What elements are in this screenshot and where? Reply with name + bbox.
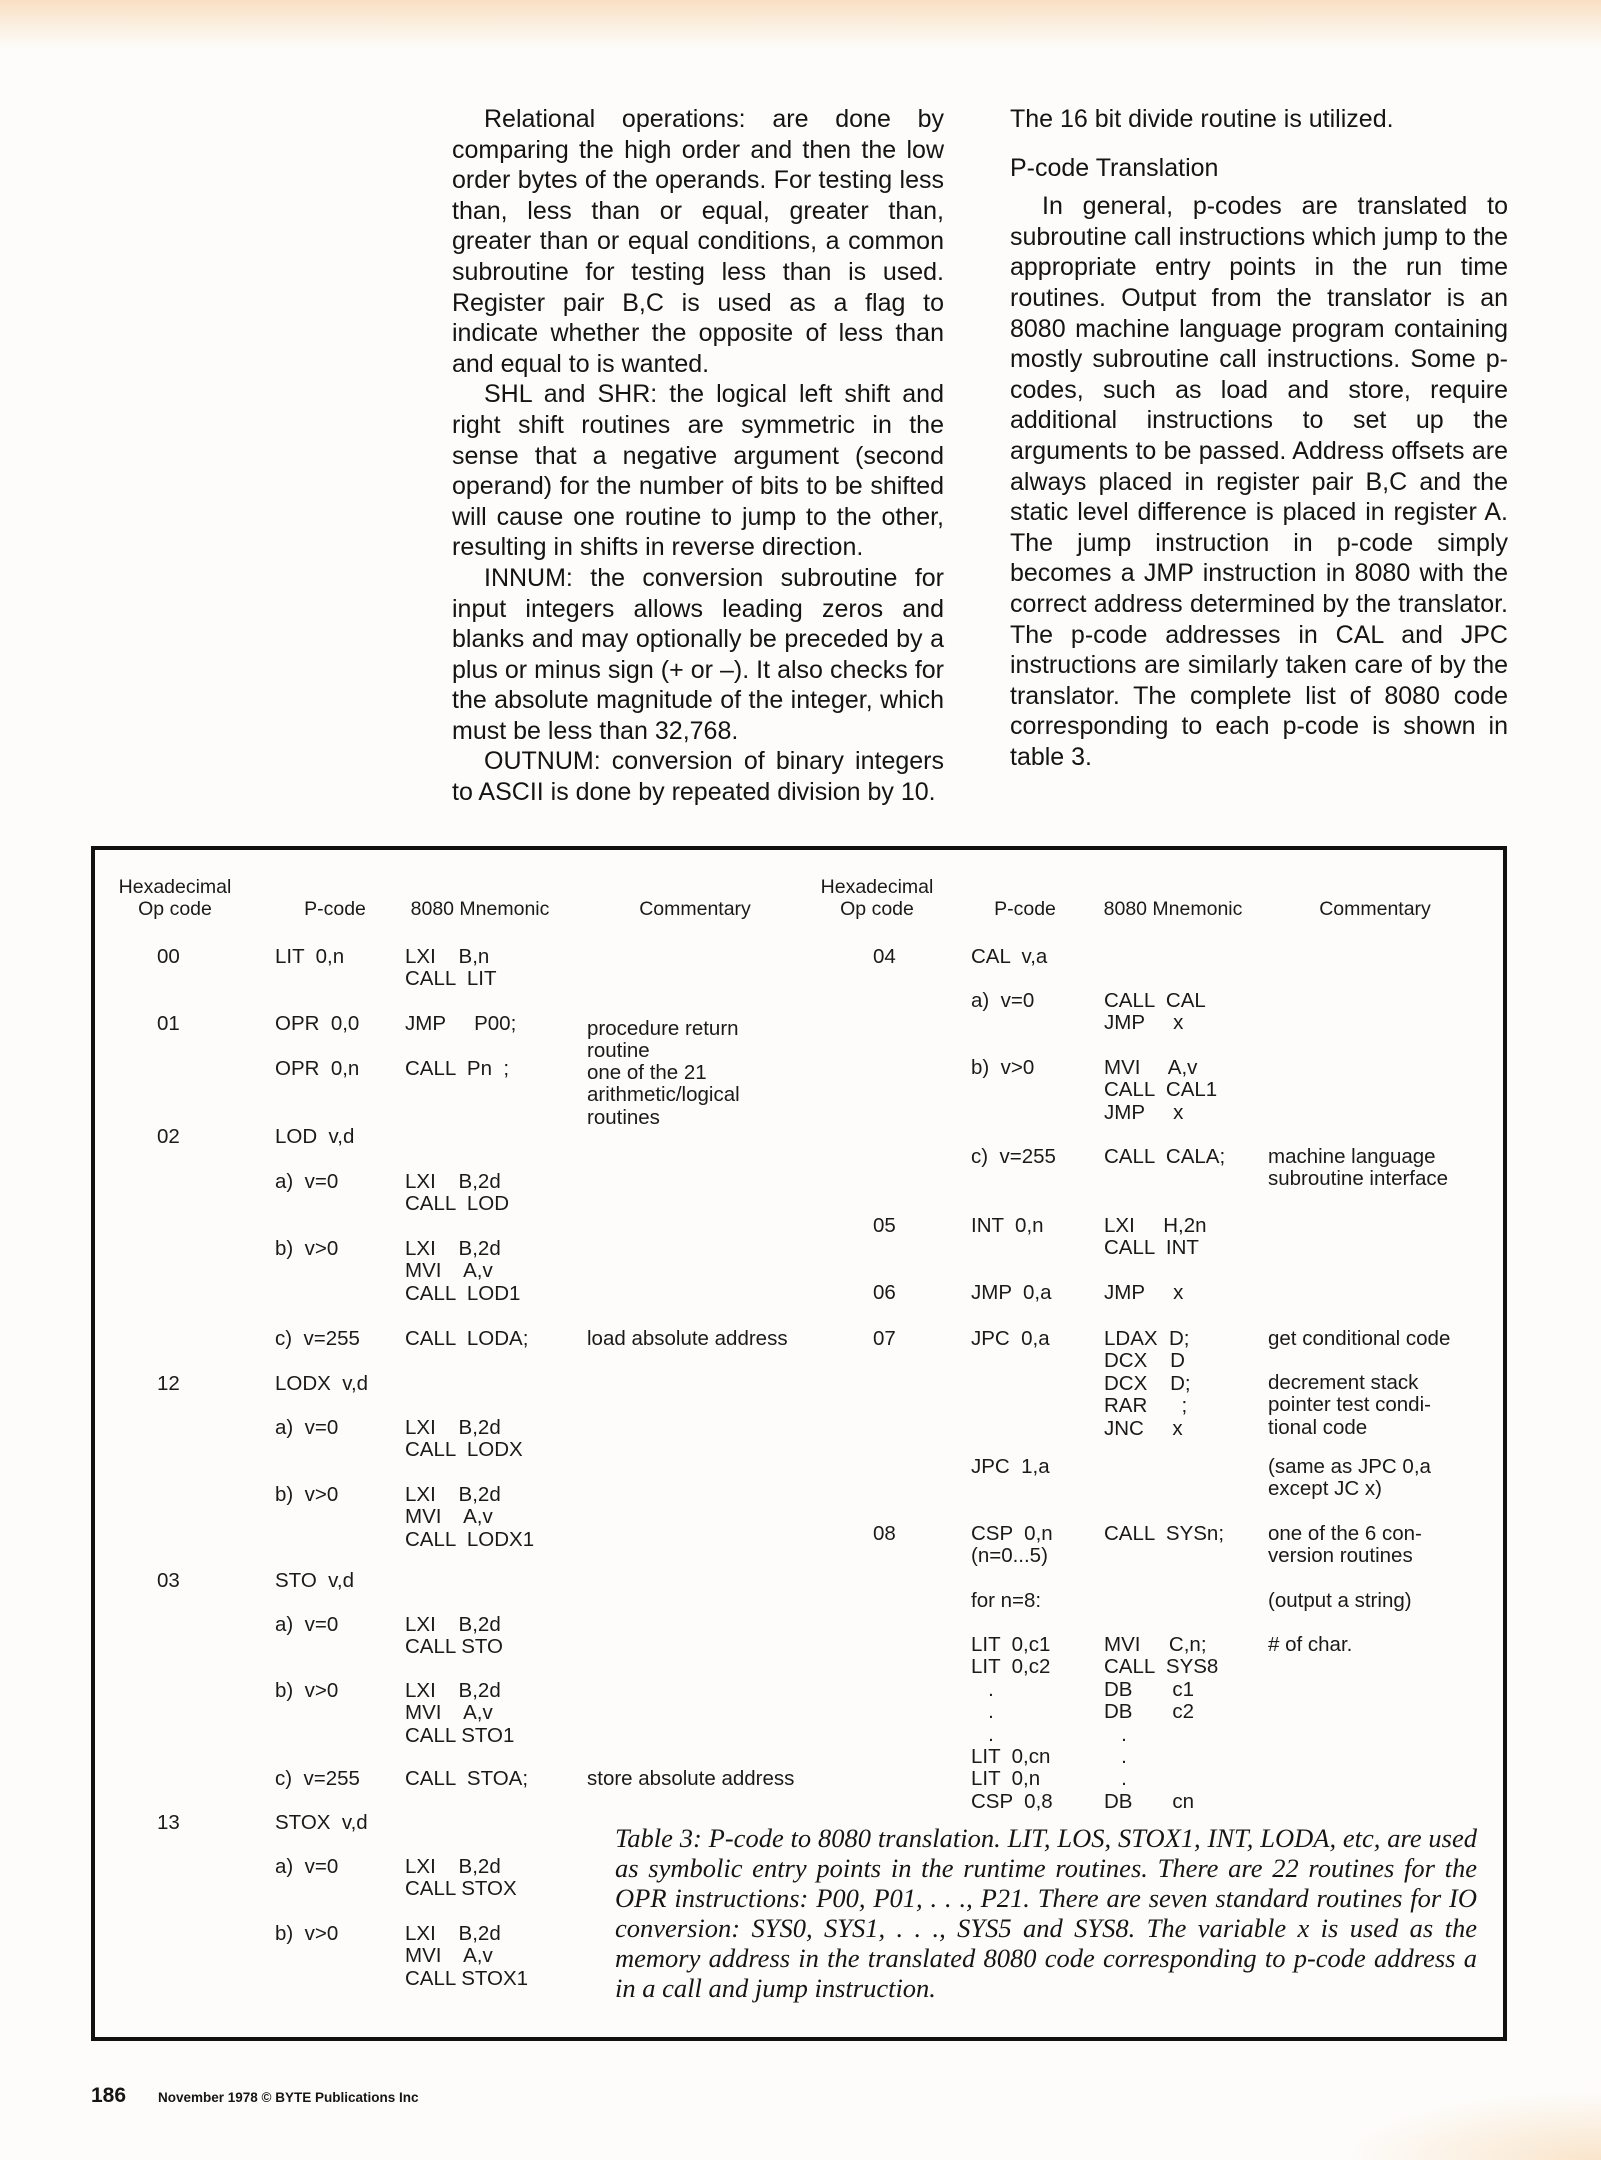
pcode-cell: JPC 0,a (971, 1327, 1050, 1350)
paragraph-shl-shr: SHL and SHR: the logical left shift and right shift routines are symmetric in the sense that a negative argument (second operand) for the number of bits to be shifted will cause one routine to jump to the other, resulting in shifts in reverse direction. (452, 380, 944, 562)
pcode-cell: b) v>0 (275, 1922, 339, 1945)
pcode-cell: a) v=0 (275, 1170, 339, 1193)
pcode-cell: a) v=0 (275, 1855, 339, 1878)
pcode-cell: LIT 0,n (275, 945, 345, 968)
header-mnemonic: 8080 Mnemonic (410, 898, 550, 920)
mnemonic-cell: CALL LODA; (405, 1327, 529, 1350)
pcode-cell: CSP 0,n (n=0...5) (971, 1522, 1053, 1568)
pcode-cell: STO v,d (275, 1569, 354, 1592)
pcode-cell: for n=8: (971, 1589, 1042, 1612)
pcode-cell: b) v>0 (275, 1237, 339, 1260)
table-3 (91, 846, 1507, 2041)
opcode-cell: 07 (873, 1327, 896, 1350)
header-pcode: P-code (994, 898, 1056, 920)
pcode-cell: a) v=0 (275, 1613, 339, 1636)
paragraph-translation: In general, p-codes are translated to subroutine call instructions which jump to the appropriate entry points in the run time routines. Output from the translator is an 8080 machine language program containing mostly subroutine call instructions. Some p-codes, such as load and store, require additional instructions to set up the arguments to be passed. Address offsets are always placed in register pair B,C and the static level difference is placed in register A. The jump instruction in p-code simply becomes a JMP instruction in 8080 with the correct address determined by the translator. The p-code addresses in CAL and JPC instructions are similarly taken care of by the translator. The complete list of 8080 code corresponding to each p-code is shown in table 3. (1010, 192, 1508, 771)
pcode-cell: c) v=255 (275, 1767, 360, 1790)
right-text-column (1010, 104, 1508, 772)
header-pcode: P-code (304, 898, 366, 920)
opcode-cell: 12 (157, 1372, 180, 1395)
opcode-cell: 02 (157, 1125, 180, 1148)
mnemonic-cell: LXI B,n CALL LIT (405, 945, 497, 991)
mnemonic-cell: CALL CAL JMP x (1104, 989, 1206, 1035)
pcode-cell: b) v>0 (971, 1056, 1035, 1079)
paragraph-outnum: OUTNUM: conversion of binary integers to ASCII is done by repeated division by 10. (452, 747, 944, 807)
header-commentary: Commentary (1319, 898, 1431, 920)
paragraph-divide: The 16 bit divide routine is utilized. (1010, 105, 1394, 133)
pcode-cell: c) v=255 (275, 1327, 360, 1350)
section-heading: P-code Translation (1010, 153, 1219, 182)
commentary-cell: load absolute address (587, 1327, 788, 1350)
commentary-cell: decrement stack pointer test condi- tional code (1268, 1371, 1431, 1439)
paragraph-innum: INNUM: the conversion subroutine for input integers allows leading zeros and blanks and may optionally be preceded by a plus or minus sign (+ or –). It also checks for the absolute magnitude of the integer, which must be less than 32,768. (452, 563, 944, 745)
commentary-cell: get conditional code (1268, 1327, 1451, 1350)
opcode-cell: 13 (157, 1811, 180, 1834)
commentary-cell: machine language subroutine interface (1268, 1145, 1449, 1191)
header-mnemonic: 8080 Mnemonic (1103, 898, 1243, 920)
mnemonic-cell: MVI A,v CALL CAL1 JMP x (1104, 1056, 1218, 1124)
pcode-cell: b) v>0 (275, 1679, 339, 1702)
pcode-cell: STOX v,d (275, 1811, 368, 1834)
opcode-cell: 05 (873, 1214, 896, 1237)
mnemonic-cell: LDAX D; DCX D DCX D; RAR ; JNC x (1104, 1327, 1191, 1440)
mnemonic-cell: LXI B,2d CALL STOX (405, 1855, 517, 1901)
pcode-cell: c) v=255 (971, 1145, 1056, 1168)
commentary-cell: procedure return routine (587, 1017, 739, 1063)
mnemonic-cell: LXI B,2d MVI A,v CALL LOD1 (405, 1237, 521, 1305)
pcode-cell: LOD v,d (275, 1125, 355, 1148)
pcode-cell: CAL v,a (971, 945, 1048, 968)
pcode-cell: JMP 0,a (971, 1281, 1052, 1304)
mnemonic-cell: MVI C,n; CALL SYS8 DB c1 DB c2 . . . DB cn (1104, 1633, 1219, 1813)
pcode-cell: LODX v,d (275, 1372, 369, 1395)
commentary-cell: one of the 21 arithmetic/logical routines (587, 1061, 740, 1129)
table-caption: Table 3: P-code to 8080 translation. LIT, LOS, STOX1, INT, LODA, etc, are used as symbolic entry points in the runtime routines. There are 22 routines for the OPR instructions: P00, P01, . . ., P21. There are seven standard routines for IO conversion: SYS0, SYS1, . . ., SYS5 and SYS8. The variable x is used as the memory address in the translated 8080 code corresponding to p-code address a in a call and jump instruction. (615, 1823, 1477, 2003)
pcode-cell: a) v=0 (971, 989, 1035, 1012)
publication-line: November 1978 © BYTE Publications Inc (158, 2090, 419, 2105)
pcode-cell: JPC 1,a (971, 1455, 1050, 1478)
mnemonic-cell: LXI B,2d CALL LOD (405, 1170, 510, 1216)
opcode-cell: 00 (157, 945, 180, 968)
header-opcode: Hexadecimal Op code (820, 876, 934, 921)
mnemonic-cell: CALL SYSn; (1104, 1522, 1225, 1545)
header-opcode: Hexadecimal Op code (118, 876, 232, 921)
mnemonic-cell: CALL Pn ; (405, 1057, 510, 1080)
pcode-cell: b) v>0 (275, 1483, 339, 1506)
mnemonic-cell: LXI B,2d MVI A,v CALL LODX1 (405, 1483, 535, 1551)
mnemonic-cell: LXI B,2d MVI A,v CALL STO1 (405, 1679, 515, 1747)
page-bottom-stain (1341, 2090, 1601, 2160)
mnemonic-cell: JMP P00; (405, 1012, 517, 1035)
paragraph-relational: Relational operations: are done by comparing the high order and then the low order bytes of the operands. For testing less than, less than or equal, greater than, greater than or equal conditions, a common subroutine for testing less than is used. Register pair B,C is used as a flag to indicate whether the opposite of less than and equal to is wanted. (452, 105, 944, 378)
mnemonic-cell: CALL CALA; (1104, 1145, 1226, 1168)
opcode-cell: 03 (157, 1569, 180, 1592)
opcode-cell: 08 (873, 1522, 896, 1545)
mnemonic-cell: LXI H,2n CALL INT (1104, 1214, 1207, 1260)
page-top-stain (0, 0, 1601, 48)
pcode-cell: LIT 0,c1 LIT 0,c2 . . . LIT 0,cn LIT 0,n CSP 0,8 (971, 1633, 1053, 1813)
opcode-cell: 01 (157, 1012, 180, 1035)
left-text-column (452, 104, 944, 808)
pcode-cell: OPR 0,n (275, 1057, 360, 1080)
mnemonic-cell: LXI B,2d CALL STO (405, 1613, 503, 1659)
commentary-cell: (same as JPC 0,a except JC x) (1268, 1455, 1431, 1501)
mnemonic-cell: LXI B,2d MVI A,v CALL STOX1 (405, 1922, 529, 1990)
pcode-cell: INT 0,n (971, 1214, 1044, 1237)
pcode-cell: OPR 0,0 (275, 1012, 360, 1035)
mnemonic-cell: CALL STOA; (405, 1767, 529, 1790)
mnemonic-cell: JMP x (1104, 1281, 1184, 1304)
header-commentary: Commentary (639, 898, 751, 920)
opcode-cell: 06 (873, 1281, 896, 1304)
commentary-cell: (output a string) (1268, 1589, 1412, 1612)
commentary-cell: # of char. (1268, 1633, 1353, 1656)
page-number: 186 (91, 2084, 127, 2107)
commentary-cell: store absolute address (587, 1767, 795, 1790)
mnemonic-cell: LXI B,2d CALL LODX (405, 1416, 523, 1462)
commentary-cell: one of the 6 con- version routines (1268, 1522, 1422, 1568)
opcode-cell: 04 (873, 945, 896, 968)
pcode-cell: a) v=0 (275, 1416, 339, 1439)
